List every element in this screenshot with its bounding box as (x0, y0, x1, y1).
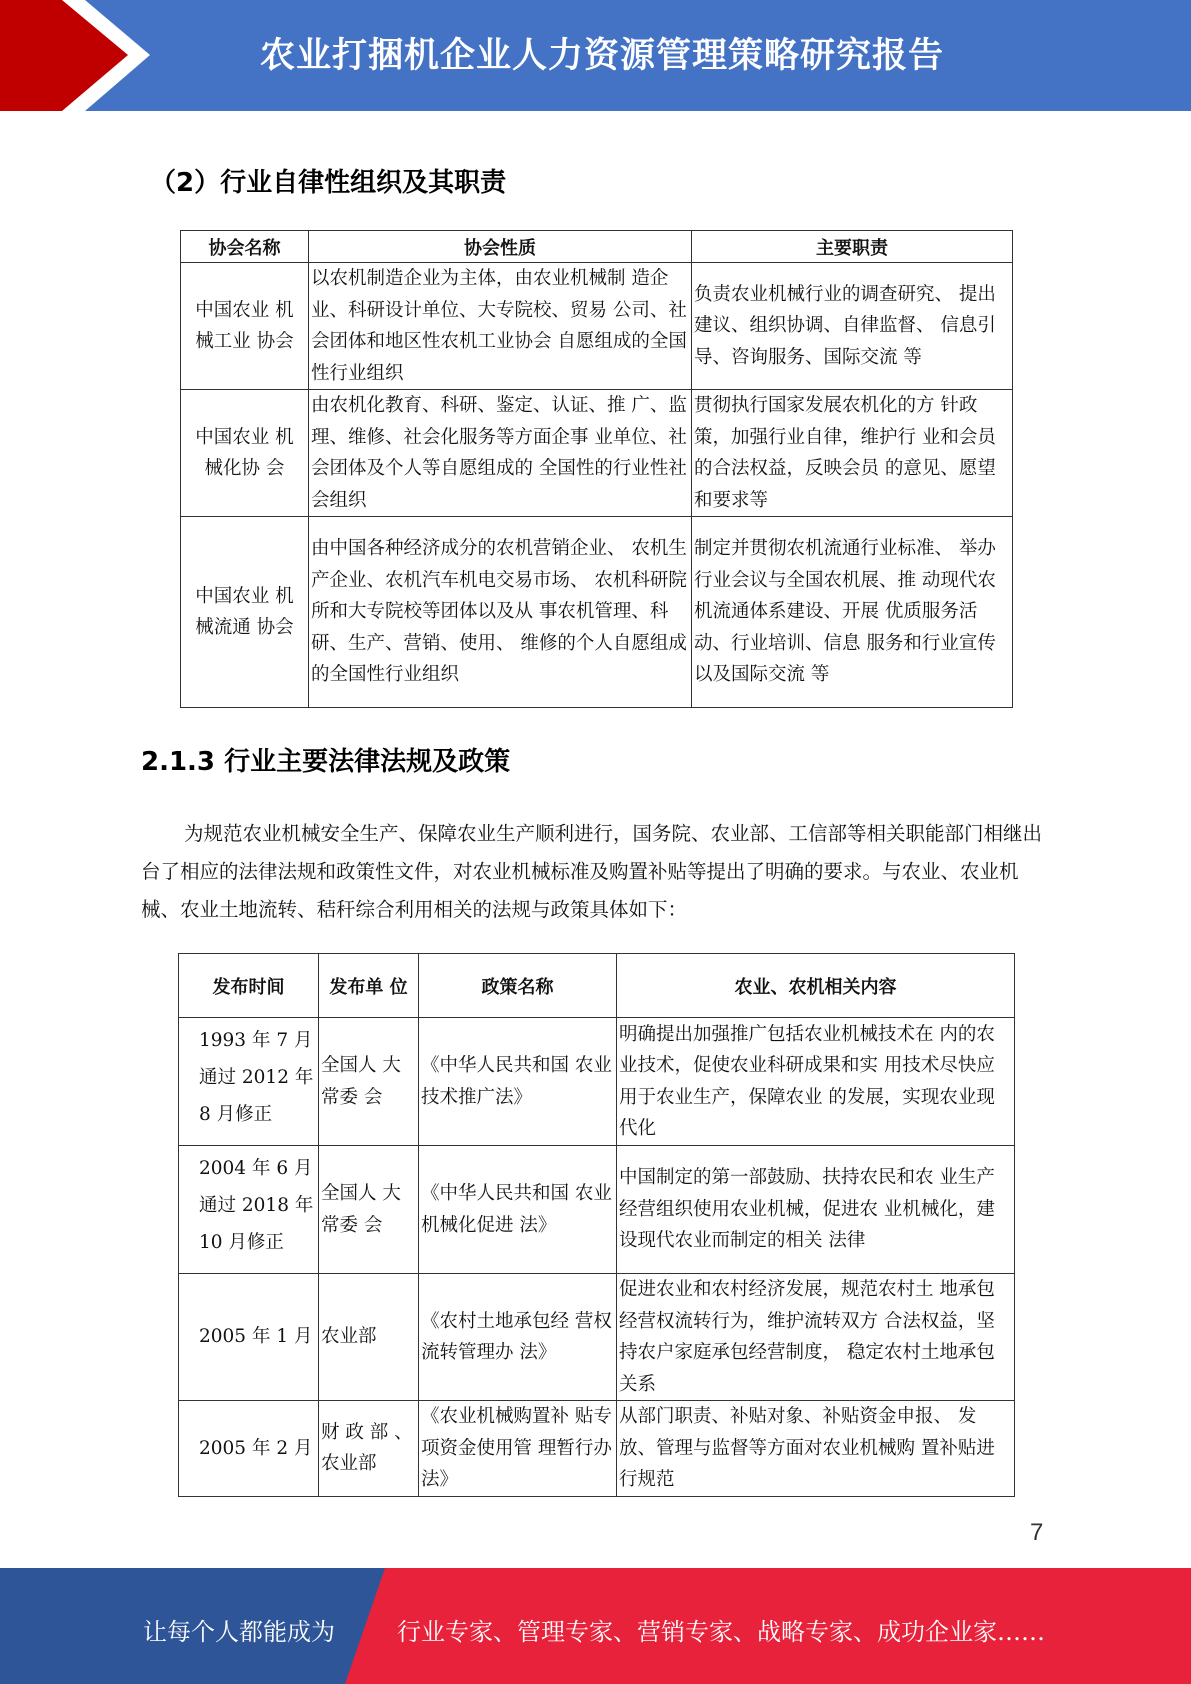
policy-content: 明确提出加强推广包括农业机械技术在 内的农业技术，促使农业科研成果和实 用技术尽快应用于农业生产，保障农业 的发展，实现农业现代化 (617, 1018, 1015, 1146)
table-row (179, 1274, 1015, 1401)
table-row (181, 517, 1013, 708)
policy-content: 促进农业和农村经济发展，规范农村土 地承包经营权流转行为，维护流转双方 合法权益，坚持农户家庭承包经营制度， 稳定农村土地承包关系 (617, 1274, 1015, 1401)
header-arrow-decoration (0, 0, 160, 111)
policy-name: 《农业机械购置补 贴专项资金使用管 理暂行办法》 (419, 1401, 617, 1497)
release-unit: 财 政 部 、农业部 (319, 1401, 419, 1497)
footer-slogan-right: 行业专家、管理专家、营销专家、战略专家、成功企业家…… (397, 1618, 1045, 1646)
association-name: 中国农业 机械化协 会 (181, 390, 309, 517)
section-heading: 2.1.3 行业主要法律法规及政策 (141, 747, 511, 777)
release-unit: 全国人 大常委 会 (319, 1146, 419, 1274)
report-title: 农业打捆机企业人力资源管理策略研究报告 (260, 36, 945, 76)
policy-content: 从部门职责、补贴对象、补贴资金申报、 发放、管理与监督等方面对农业机械购 置补贴进行规范 (617, 1401, 1015, 1497)
intro-paragraph: 为规范农业机械安全生产、保障农业生产顺利进行，国务院、农业部、工信部等相关职能部门相继出台了相应的法律法规和政策性文件，对农业机械标准及购置补贴等提出了明确的要求。与农业、农业机械、农业土地流转、秸秆综合利用相关的法规与政策具体如下： (141, 822, 1043, 921)
policy-content: 中国制定的第一部鼓励、扶持农民和农 业生产经营组织使用农业机械，促进农 业机械化，建设现代农业而制定的相关 法律 (617, 1146, 1015, 1274)
column-header: 发布时间 (179, 954, 319, 1018)
column-header: 农业、农机相关内容 (617, 954, 1015, 1018)
page-header (0, 0, 1191, 111)
association-name: 中国农业 机械流通 协会 (181, 517, 309, 708)
table-row (179, 1401, 1015, 1497)
page-footer (0, 1568, 1191, 1684)
association-duty: 制定并贯彻农机流通行业标准、 举办行业会议与全国农机展、推 动现代农机流通体系建设、开展 优质服务活动、行业培训、信息 服务和行业宣传以及国际交流 等 (692, 517, 1013, 708)
release-unit: 农业部 (319, 1274, 419, 1401)
release-date: 2005 年 2 月 (179, 1401, 319, 1497)
subsection-heading: （2）行业自律性组织及其职责 (150, 168, 507, 198)
table-row (179, 1146, 1015, 1274)
association-duty: 贯彻执行国家发展农机化的方 针政策，加强行业自律，维护行 业和会员的合法权益，反映会员 的意见、愿望和要求等 (692, 390, 1013, 517)
release-date: 2004 年 6 月通过 2018 年 10 月修正 (199, 1158, 314, 1253)
column-header: 政策名称 (419, 954, 617, 1018)
table-row (181, 390, 1013, 517)
column-header: 协会名称 (181, 231, 309, 263)
release-date-cell (179, 1018, 319, 1146)
association-nature: 以农机制造企业为主体，由农业机械制 造企业、科研设计单位、大专院校、贸易 公司、社会团体和地区性农机工业协会 自愿组成的全国性行业组织 (309, 263, 692, 390)
policy-name: 《中华人民共和国 农业技术推广法》 (419, 1018, 617, 1146)
column-header: 发布单 位 (319, 954, 419, 1018)
release-date-cell (179, 1146, 319, 1274)
footer-slogan-left: 让每个人都能成为 (143, 1618, 335, 1646)
column-header: 协会性质 (309, 231, 692, 263)
association-duty: 负责农业机械行业的调查研究、 提出建议、组织协调、自律监督、 信息引导、咨询服务、国际交流 等 (692, 263, 1013, 390)
release-unit: 全国人 大常委 会 (319, 1018, 419, 1146)
column-header: 主要职责 (692, 231, 1013, 263)
policy-name: 《中华人民共和国 农业机械化促进 法》 (419, 1146, 617, 1274)
table-row (181, 263, 1013, 390)
table-header-row (181, 231, 1013, 263)
association-nature: 由中国各种经济成分的农机营销企业、 农机生产企业、农机汽车机电交易市场、 农机科研院所和大专院校等团体以及从 事农机管理、科研、生产、营销、使用、 维修的个人自愿组成的全国性行业组织 (309, 517, 692, 708)
association-nature: 由农机化教育、科研、鉴定、认证、推 广、监理、维修、社会化服务等方面企事 业单位、社会团体及个人等自愿组成的 全国性的行业性社会组织 (309, 390, 692, 517)
page-number: 7 (1030, 1519, 1044, 1546)
association-name: 中国农业 机械工业 协会 (181, 263, 309, 390)
release-date: 1993 年 7 月通过 2012 年 8 月修正 (199, 1030, 314, 1125)
association-table (180, 230, 1013, 708)
table-header-row (179, 954, 1015, 1018)
policy-name: 《农村土地承包经 营权流转管理办 法》 (419, 1274, 617, 1401)
policy-table (178, 953, 1015, 1497)
table-row (179, 1018, 1015, 1146)
release-date: 2005 年 1 月 (179, 1274, 319, 1401)
